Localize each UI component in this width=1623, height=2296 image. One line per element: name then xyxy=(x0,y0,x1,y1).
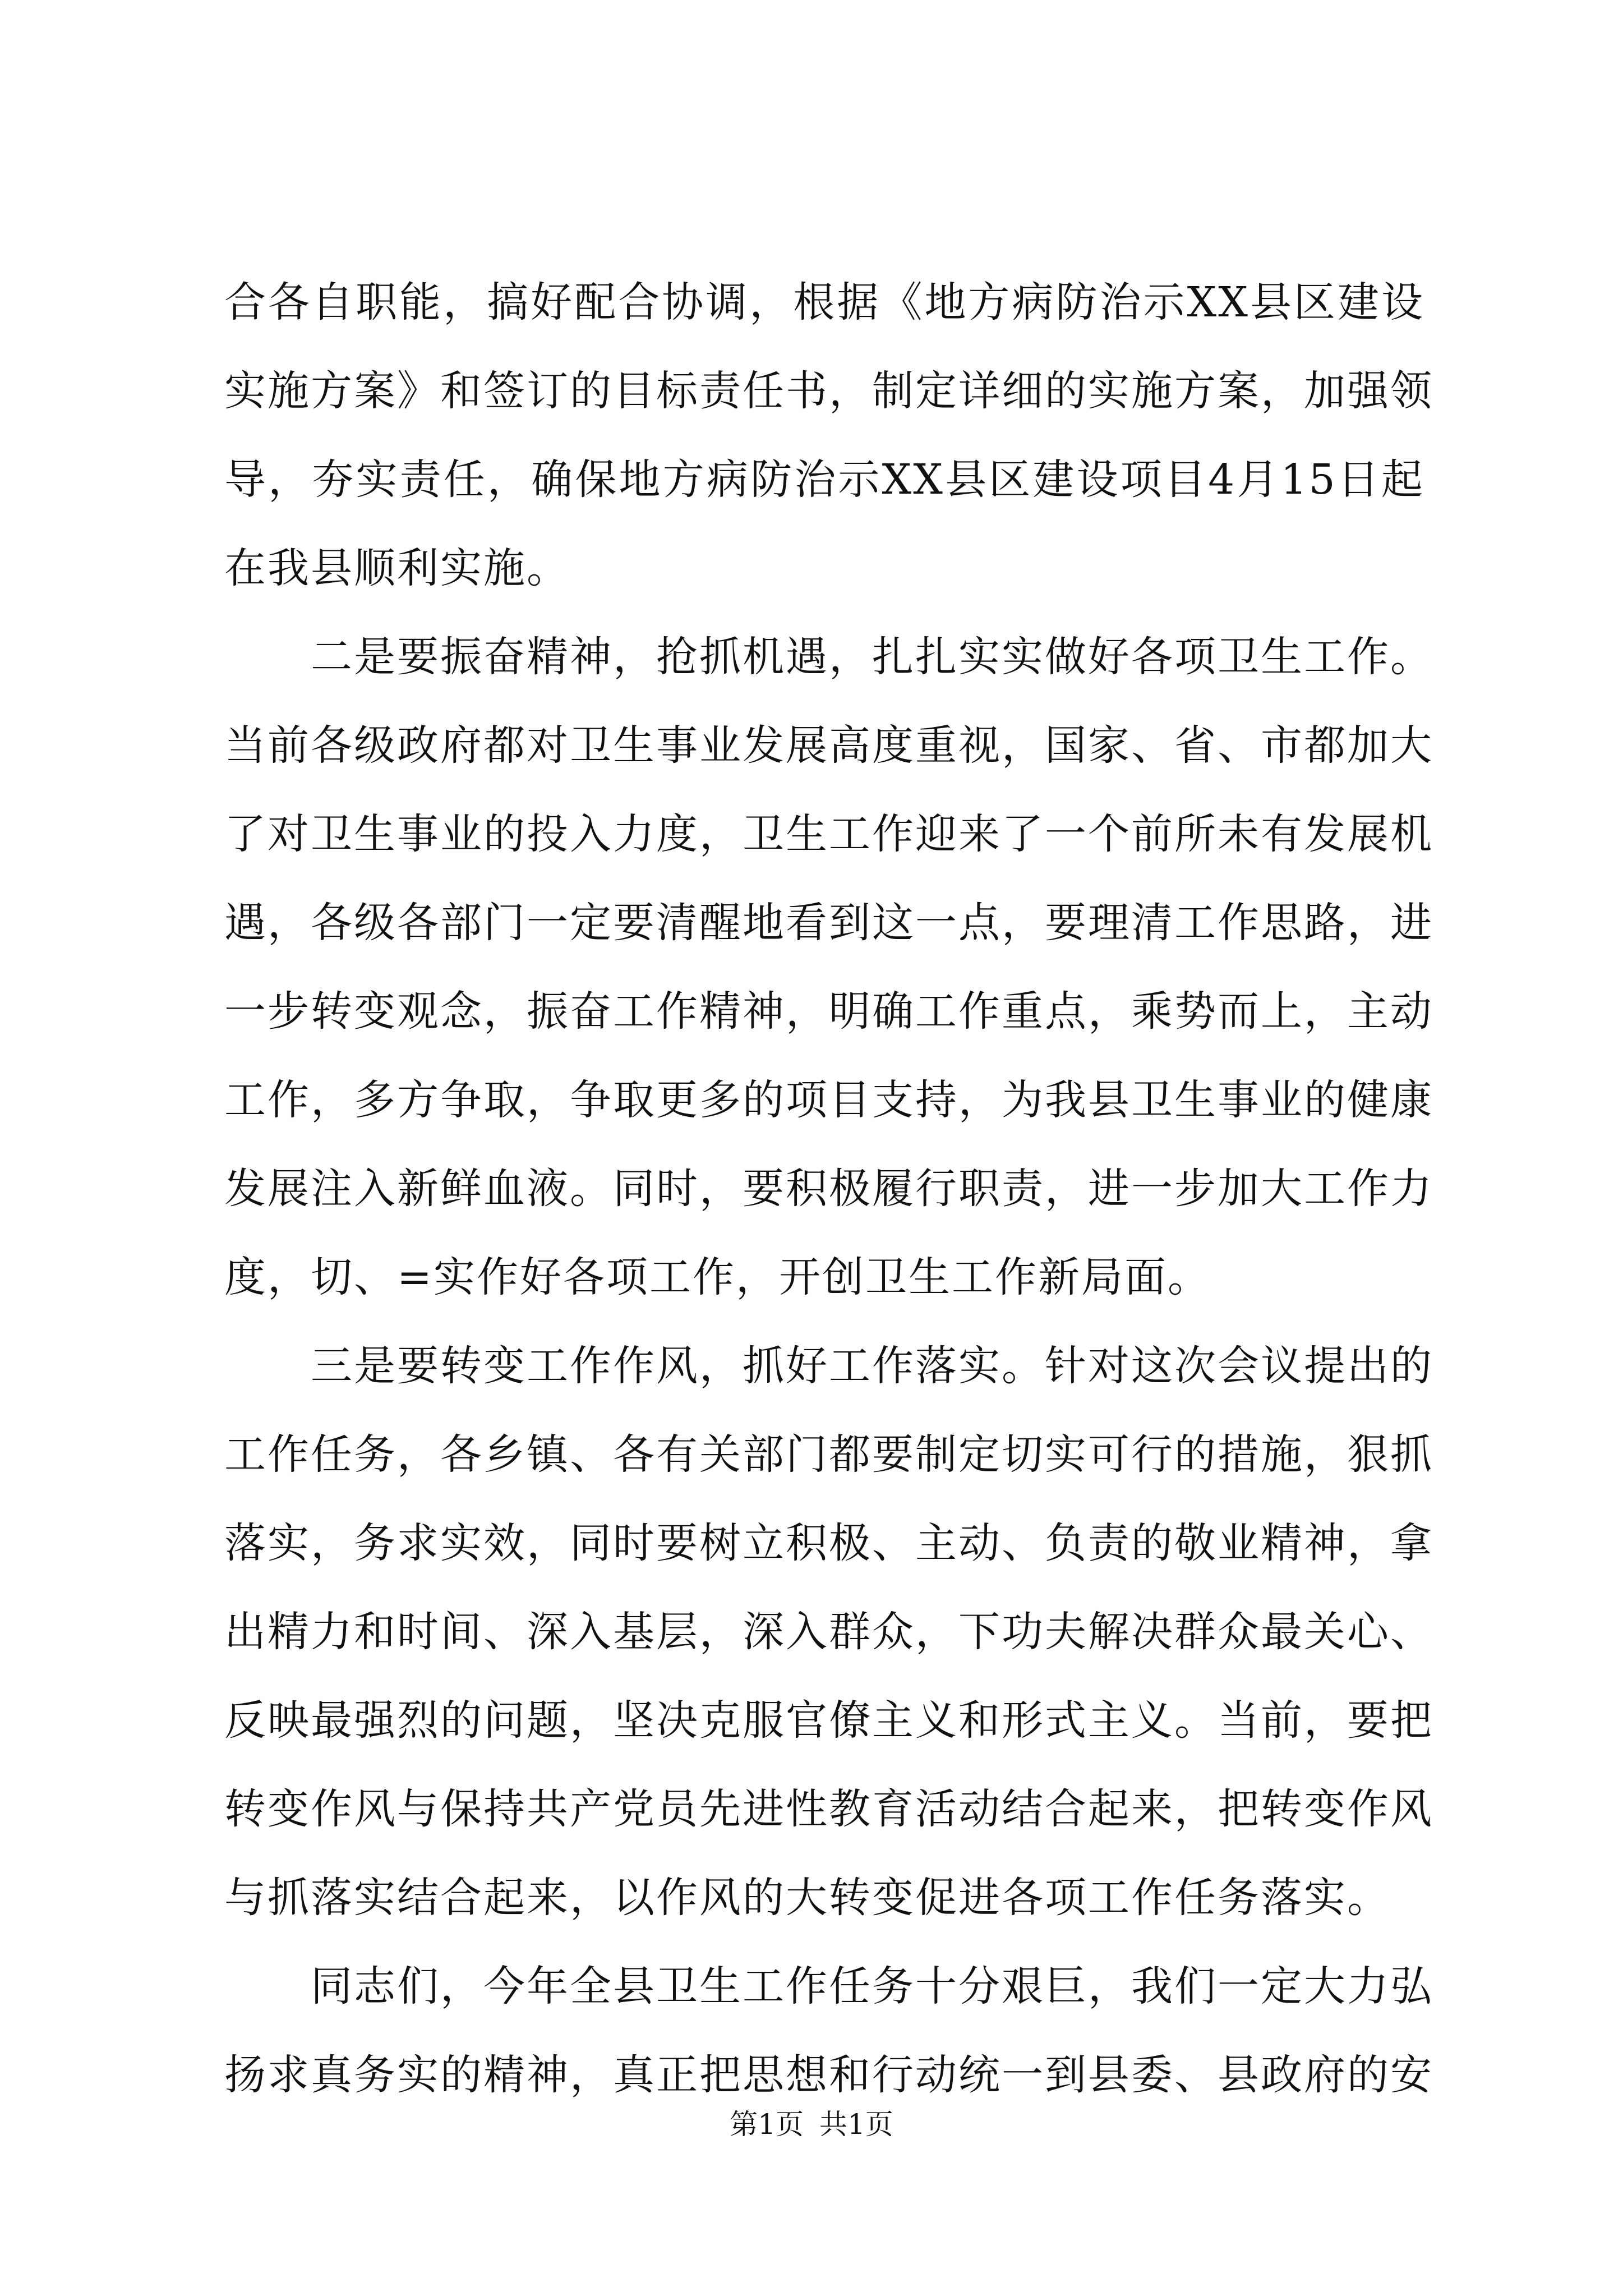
text-line: 发展注入新鲜血液。同时，要积极履行职责，进一步加大工作力 xyxy=(224,1165,1433,1213)
text-line: 导，夯实责任，确保地方病防治示XX县区建设项目4月15日起 xyxy=(224,455,1424,504)
text-line: 工作，多方争取，争取更多的项目支持，为我县卫生事业的健康 xyxy=(224,1076,1433,1124)
text-line: 二是要振奋精神，抢抓机遇，扎扎实实做好各项卫生工作。 xyxy=(311,633,1433,681)
text-line: 实施方案》和签订的目标责任书，制定详细的实施方案，加强领 xyxy=(224,367,1433,415)
text-line: 反映最强烈的问题，坚决克服官僚主义和形式主义。当前，要把 xyxy=(224,1696,1433,1745)
text-line: 在我县顺利实施。 xyxy=(224,544,570,592)
text-line: 与抓落实结合起来，以作风的大转变促进各项工作任务落实。 xyxy=(224,1874,1390,1922)
page-total: 共1页 xyxy=(819,2108,893,2141)
text-line: 工作任务，各乡镇、各有关部门都要制定切实可行的措施，狠抓 xyxy=(224,1430,1433,1479)
text-line: 同志们，今年全县卫生工作任务十分艰巨，我们一定大力弘 xyxy=(311,1962,1433,2010)
text-line: 一步转变观念，振奋工作精神，明确工作重点，乘势而上，主动 xyxy=(224,987,1433,1036)
text-line: 扬求真务实的精神，真正把思想和行动统一到县委、县政府的安 xyxy=(224,2051,1433,2099)
text-line: 度，切、=实作好各项工作，开创卫生工作新局面。 xyxy=(224,1253,1211,1301)
text-line: 当前各级政府都对卫生事业发展高度重视，国家、省、市都加大 xyxy=(224,721,1433,770)
text-line: 落实，务求实效，同时要树立积极、主动、负责的敬业精神，拿 xyxy=(224,1519,1433,1567)
page-footer xyxy=(0,2105,1623,2144)
document-body xyxy=(224,258,1433,2119)
page-number: 第1页 xyxy=(730,2108,804,2141)
text-line: 转变作风与保持共产党员先进性教育活动结合起来，把转变作风 xyxy=(224,1785,1433,1833)
text-line: 出精力和时间、深入基层，深入群众，下功夫解决群众最关心、 xyxy=(224,1608,1433,1656)
text-line: 三是要转变工作作风，抓好工作落实。针对这次会议提出的 xyxy=(311,1342,1433,1390)
text-line: 合各自职能，搞好配合协调，根据《地方病防治示XX县区建设 xyxy=(224,278,1424,326)
text-line: 了对卫生事业的投入力度，卫生工作迎来了一个前所未有发展机 xyxy=(224,810,1433,858)
text-line: 遇，各级各部门一定要清醒地看到这一点，要理清工作思路，进 xyxy=(224,899,1433,947)
